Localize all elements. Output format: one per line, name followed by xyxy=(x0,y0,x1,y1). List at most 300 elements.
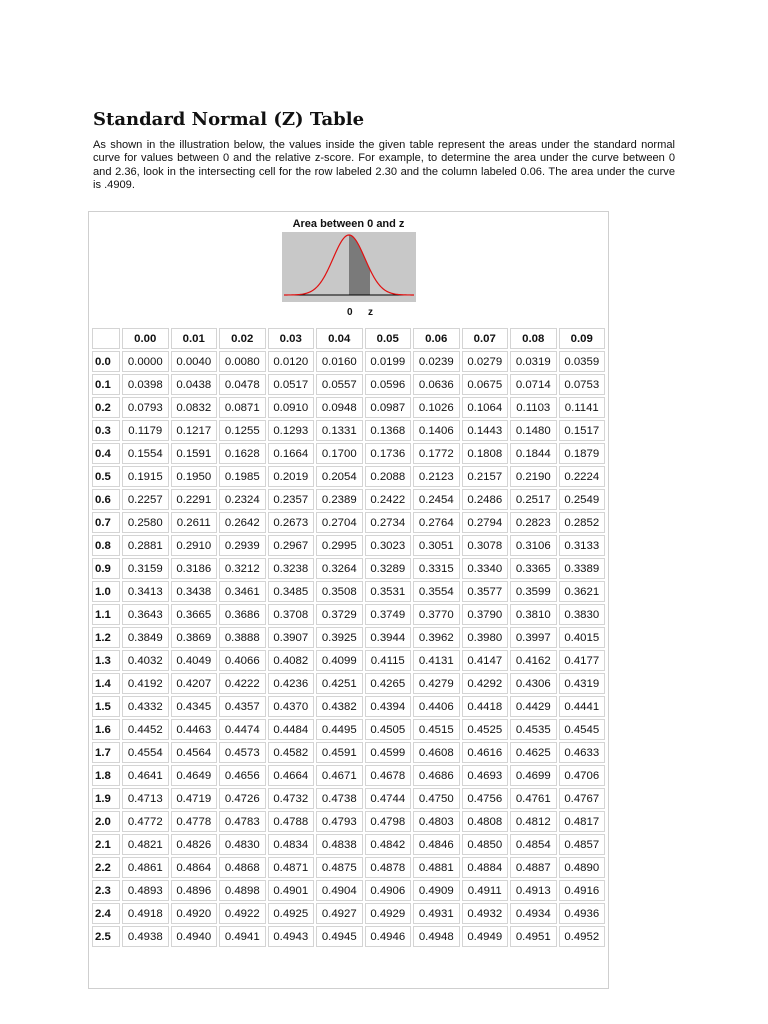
table-row xyxy=(92,489,605,510)
row-header: 1.1 xyxy=(92,604,120,625)
table-cell: 0.2454 xyxy=(413,489,460,510)
table-cell: 0.4922 xyxy=(219,903,266,924)
table-cell: 0.4292 xyxy=(462,673,509,694)
table-cell: 0.0080 xyxy=(219,351,266,372)
table-row xyxy=(92,443,605,464)
table-cell: 0.2422 xyxy=(365,489,412,510)
table-cell: 0.4678 xyxy=(365,765,412,786)
table-cell: 0.4861 xyxy=(122,857,169,878)
table-cell: 0.4793 xyxy=(316,811,363,832)
table-cell: 0.0279 xyxy=(462,351,509,372)
table-cell: 0.4913 xyxy=(510,880,557,901)
table-row xyxy=(92,811,605,832)
table-cell: 0.4505 xyxy=(365,719,412,740)
table-cell: 0.4382 xyxy=(316,696,363,717)
table-cell: 0.4429 xyxy=(510,696,557,717)
table-cell: 0.4131 xyxy=(413,650,460,671)
table-cell: 0.4484 xyxy=(268,719,315,740)
table-cell: 0.4177 xyxy=(559,650,606,671)
table-cell: 0.2517 xyxy=(510,489,557,510)
table-cell: 0.1480 xyxy=(510,420,557,441)
row-header: 1.7 xyxy=(92,742,120,763)
table-cell: 0.4887 xyxy=(510,857,557,878)
table-cell: 0.3997 xyxy=(510,627,557,648)
z-table xyxy=(90,326,607,949)
column-header: 0.06 xyxy=(413,328,460,349)
table-cell: 0.4525 xyxy=(462,719,509,740)
table-cell: 0.4896 xyxy=(171,880,218,901)
table-cell: 0.4452 xyxy=(122,719,169,740)
table-cell: 0.4904 xyxy=(316,880,363,901)
table-cell: 0.1368 xyxy=(365,420,412,441)
table-cell: 0.4906 xyxy=(365,880,412,901)
table-cell: 0.4582 xyxy=(268,742,315,763)
table-cell: 0.0359 xyxy=(559,351,606,372)
table-cell: 0.4893 xyxy=(122,880,169,901)
table-cell: 0.1179 xyxy=(122,420,169,441)
table-cell: 0.3643 xyxy=(122,604,169,625)
table-cell: 0.0517 xyxy=(268,374,315,395)
table-cell: 0.0000 xyxy=(122,351,169,372)
table-cell: 0.2794 xyxy=(462,512,509,533)
table-cell: 0.4719 xyxy=(171,788,218,809)
row-header: 1.4 xyxy=(92,673,120,694)
table-cell: 0.4738 xyxy=(316,788,363,809)
table-cell: 0.4441 xyxy=(559,696,606,717)
table-cell: 0.4946 xyxy=(365,926,412,947)
table-cell: 0.1026 xyxy=(413,397,460,418)
table-cell: 0.1443 xyxy=(462,420,509,441)
table-cell: 0.4418 xyxy=(462,696,509,717)
table-cell: 0.4871 xyxy=(268,857,315,878)
table-cell: 0.4625 xyxy=(510,742,557,763)
row-header: 0.9 xyxy=(92,558,120,579)
column-header: 0.01 xyxy=(171,328,218,349)
table-cell: 0.2019 xyxy=(268,466,315,487)
table-cell: 0.1628 xyxy=(219,443,266,464)
table-cell: 0.3749 xyxy=(365,604,412,625)
table-row xyxy=(92,742,605,763)
table-cell: 0.2734 xyxy=(365,512,412,533)
table-cell: 0.4649 xyxy=(171,765,218,786)
table-cell: 0.1700 xyxy=(316,443,363,464)
table-cell: 0.3413 xyxy=(122,581,169,602)
table-cell: 0.4693 xyxy=(462,765,509,786)
table-row xyxy=(92,374,605,395)
table-cell: 0.4881 xyxy=(413,857,460,878)
table-cell: 0.2257 xyxy=(122,489,169,510)
row-header: 0.2 xyxy=(92,397,120,418)
table-cell: 0.4099 xyxy=(316,650,363,671)
table-cell: 0.4726 xyxy=(219,788,266,809)
table-cell: 0.4927 xyxy=(316,903,363,924)
table-cell: 0.3830 xyxy=(559,604,606,625)
table-cell: 0.1406 xyxy=(413,420,460,441)
table-cell: 0.4850 xyxy=(462,834,509,855)
table-cell: 0.2881 xyxy=(122,535,169,556)
table-cell: 0.3849 xyxy=(122,627,169,648)
table-cell: 0.1064 xyxy=(462,397,509,418)
table-cell: 0.4943 xyxy=(268,926,315,947)
column-header: 0.07 xyxy=(462,328,509,349)
table-cell: 0.4265 xyxy=(365,673,412,694)
table-cell: 0.4345 xyxy=(171,696,218,717)
table-cell: 0.4591 xyxy=(316,742,363,763)
table-cell: 0.3159 xyxy=(122,558,169,579)
table-cell: 0.3106 xyxy=(510,535,557,556)
table-cell: 0.2357 xyxy=(268,489,315,510)
table-cell: 0.4941 xyxy=(219,926,266,947)
table-cell: 0.0438 xyxy=(171,374,218,395)
table-cell: 0.3708 xyxy=(268,604,315,625)
table-cell: 0.4671 xyxy=(316,765,363,786)
table-cell: 0.2291 xyxy=(171,489,218,510)
table-cell: 0.3389 xyxy=(559,558,606,579)
table-row xyxy=(92,627,605,648)
row-header: 0.6 xyxy=(92,489,120,510)
table-cell: 0.4854 xyxy=(510,834,557,855)
table-cell: 0.2486 xyxy=(462,489,509,510)
table-cell: 0.4082 xyxy=(268,650,315,671)
table-cell: 0.2995 xyxy=(316,535,363,556)
table-cell: 0.3051 xyxy=(413,535,460,556)
table-cell: 0.3621 xyxy=(559,581,606,602)
table-cell: 0.1331 xyxy=(316,420,363,441)
column-header: 0.02 xyxy=(219,328,266,349)
column-header: 0.08 xyxy=(510,328,557,349)
table-cell: 0.2673 xyxy=(268,512,315,533)
table-cell: 0.4931 xyxy=(413,903,460,924)
table-cell: 0.0871 xyxy=(219,397,266,418)
table-cell: 0.1808 xyxy=(462,443,509,464)
table-cell: 0.2190 xyxy=(510,466,557,487)
table-cell: 0.2224 xyxy=(559,466,606,487)
table-cell: 0.4949 xyxy=(462,926,509,947)
table-cell: 0.4929 xyxy=(365,903,412,924)
table-cell: 0.0987 xyxy=(365,397,412,418)
table-cell: 0.0557 xyxy=(316,374,363,395)
table-cell: 0.4279 xyxy=(413,673,460,694)
table-cell: 0.1217 xyxy=(171,420,218,441)
page-title: Standard Normal (Z) Table xyxy=(93,109,365,130)
table-cell: 0.4664 xyxy=(268,765,315,786)
table-cell: 0.0596 xyxy=(365,374,412,395)
table-cell: 0.4032 xyxy=(122,650,169,671)
table-cell: 0.2642 xyxy=(219,512,266,533)
row-header: 0.1 xyxy=(92,374,120,395)
table-cell: 0.4909 xyxy=(413,880,460,901)
table-cell: 0.3962 xyxy=(413,627,460,648)
table-cell: 0.3599 xyxy=(510,581,557,602)
table-cell: 0.4826 xyxy=(171,834,218,855)
table-cell: 0.4940 xyxy=(171,926,218,947)
table-cell: 0.4357 xyxy=(219,696,266,717)
table-cell: 0.3485 xyxy=(268,581,315,602)
table-cell: 0.4474 xyxy=(219,719,266,740)
table-row xyxy=(92,581,605,602)
table-cell: 0.4932 xyxy=(462,903,509,924)
column-header: 0.09 xyxy=(559,328,606,349)
table-cell: 0.4207 xyxy=(171,673,218,694)
table-cell: 0.1255 xyxy=(219,420,266,441)
table-cell: 0.4875 xyxy=(316,857,363,878)
table-cell: 0.0636 xyxy=(413,374,460,395)
table-cell: 0.4898 xyxy=(219,880,266,901)
table-cell: 0.4945 xyxy=(316,926,363,947)
table-cell: 0.4699 xyxy=(510,765,557,786)
table-cell: 0.4015 xyxy=(559,627,606,648)
table-cell: 0.0948 xyxy=(316,397,363,418)
table-cell: 0.4788 xyxy=(268,811,315,832)
table-cell: 0.4222 xyxy=(219,673,266,694)
table-row xyxy=(92,512,605,533)
table-row xyxy=(92,558,605,579)
table-cell: 0.4192 xyxy=(122,673,169,694)
row-header: 1.0 xyxy=(92,581,120,602)
table-cell: 0.1103 xyxy=(510,397,557,418)
table-cell: 0.0910 xyxy=(268,397,315,418)
table-row xyxy=(92,604,605,625)
corner-cell xyxy=(92,328,120,349)
table-cell: 0.4554 xyxy=(122,742,169,763)
table-cell: 0.1844 xyxy=(510,443,557,464)
table-cell: 0.4564 xyxy=(171,742,218,763)
table-cell: 0.0160 xyxy=(316,351,363,372)
table-row xyxy=(92,673,605,694)
table-cell: 0.4803 xyxy=(413,811,460,832)
table-cell: 0.3186 xyxy=(171,558,218,579)
table-cell: 0.3023 xyxy=(365,535,412,556)
table-row xyxy=(92,535,605,556)
table-cell: 0.4545 xyxy=(559,719,606,740)
row-header: 0.7 xyxy=(92,512,120,533)
table-cell: 0.2611 xyxy=(171,512,218,533)
table-cell: 0.2939 xyxy=(219,535,266,556)
table-cell: 0.2389 xyxy=(316,489,363,510)
table-cell: 0.4616 xyxy=(462,742,509,763)
table-cell: 0.4838 xyxy=(316,834,363,855)
table-cell: 0.4938 xyxy=(122,926,169,947)
table-cell: 0.4515 xyxy=(413,719,460,740)
table-cell: 0.4878 xyxy=(365,857,412,878)
table-cell: 0.4783 xyxy=(219,811,266,832)
table-cell: 0.1915 xyxy=(122,466,169,487)
row-header: 1.8 xyxy=(92,765,120,786)
row-header: 0.4 xyxy=(92,443,120,464)
table-cell: 0.4951 xyxy=(510,926,557,947)
table-cell: 0.2088 xyxy=(365,466,412,487)
table-cell: 0.2764 xyxy=(413,512,460,533)
table-cell: 0.4406 xyxy=(413,696,460,717)
table-cell: 0.4599 xyxy=(365,742,412,763)
table-cell: 0.4830 xyxy=(219,834,266,855)
table-cell: 0.4798 xyxy=(365,811,412,832)
table-cell: 0.4713 xyxy=(122,788,169,809)
table-cell: 0.1736 xyxy=(365,443,412,464)
table-cell: 0.4641 xyxy=(122,765,169,786)
table-row xyxy=(92,351,605,372)
table-cell: 0.0714 xyxy=(510,374,557,395)
table-cell: 0.4463 xyxy=(171,719,218,740)
row-header: 0.0 xyxy=(92,351,120,372)
table-cell: 0.1985 xyxy=(219,466,266,487)
table-cell: 0.2549 xyxy=(559,489,606,510)
table-cell: 0.4756 xyxy=(462,788,509,809)
table-cell: 0.1772 xyxy=(413,443,460,464)
table-cell: 0.0199 xyxy=(365,351,412,372)
table-cell: 0.3531 xyxy=(365,581,412,602)
table-row xyxy=(92,788,605,809)
table-row xyxy=(92,420,605,441)
table-cell: 0.4936 xyxy=(559,903,606,924)
row-header: 2.0 xyxy=(92,811,120,832)
table-cell: 0.4394 xyxy=(365,696,412,717)
row-header: 1.3 xyxy=(92,650,120,671)
z-table-body xyxy=(92,351,605,947)
row-header: 0.8 xyxy=(92,535,120,556)
normal-curve-figure xyxy=(89,212,608,324)
table-cell: 0.3438 xyxy=(171,581,218,602)
table-row xyxy=(92,696,605,717)
zero-label: 0 xyxy=(347,307,353,318)
table-cell: 0.4236 xyxy=(268,673,315,694)
table-cell: 0.4147 xyxy=(462,650,509,671)
table-cell: 0.4608 xyxy=(413,742,460,763)
row-header: 1.6 xyxy=(92,719,120,740)
table-cell: 0.4834 xyxy=(268,834,315,855)
table-cell: 0.3810 xyxy=(510,604,557,625)
table-cell: 0.4306 xyxy=(510,673,557,694)
table-cell: 0.4916 xyxy=(559,880,606,901)
row-header: 2.4 xyxy=(92,903,120,924)
table-cell: 0.3508 xyxy=(316,581,363,602)
column-header-row xyxy=(92,328,605,349)
table-cell: 0.1554 xyxy=(122,443,169,464)
table-cell: 0.4920 xyxy=(171,903,218,924)
table-cell: 0.0753 xyxy=(559,374,606,395)
table-row xyxy=(92,397,605,418)
table-cell: 0.4772 xyxy=(122,811,169,832)
table-cell: 0.0793 xyxy=(122,397,169,418)
table-cell: 0.4911 xyxy=(462,880,509,901)
table-cell: 0.4686 xyxy=(413,765,460,786)
row-header: 0.3 xyxy=(92,420,120,441)
table-cell: 0.2704 xyxy=(316,512,363,533)
table-cell: 0.3078 xyxy=(462,535,509,556)
table-cell: 0.3686 xyxy=(219,604,266,625)
table-cell: 0.4162 xyxy=(510,650,557,671)
row-header: 2.1 xyxy=(92,834,120,855)
column-header: 0.03 xyxy=(268,328,315,349)
normal-curve-illustration xyxy=(282,232,416,302)
column-header: 0.00 xyxy=(122,328,169,349)
table-cell: 0.4535 xyxy=(510,719,557,740)
table-cell: 0.4732 xyxy=(268,788,315,809)
column-header: 0.04 xyxy=(316,328,363,349)
table-cell: 0.3289 xyxy=(365,558,412,579)
table-cell: 0.2580 xyxy=(122,512,169,533)
figure-caption: Area between 0 and z xyxy=(292,218,405,230)
table-cell: 0.4812 xyxy=(510,811,557,832)
table-cell: 0.3980 xyxy=(462,627,509,648)
table-row xyxy=(92,880,605,901)
table-cell: 0.2967 xyxy=(268,535,315,556)
table-cell: 0.4750 xyxy=(413,788,460,809)
table-cell: 0.3212 xyxy=(219,558,266,579)
table-row xyxy=(92,834,605,855)
table-cell: 0.3944 xyxy=(365,627,412,648)
table-row xyxy=(92,926,605,947)
table-cell: 0.4573 xyxy=(219,742,266,763)
table-cell: 0.3577 xyxy=(462,581,509,602)
table-cell: 0.4821 xyxy=(122,834,169,855)
table-cell: 0.0239 xyxy=(413,351,460,372)
table-cell: 0.1879 xyxy=(559,443,606,464)
table-cell: 0.4761 xyxy=(510,788,557,809)
table-cell: 0.4656 xyxy=(219,765,266,786)
table-cell: 0.3729 xyxy=(316,604,363,625)
table-cell: 0.3365 xyxy=(510,558,557,579)
table-cell: 0.4767 xyxy=(559,788,606,809)
table-cell: 0.0832 xyxy=(171,397,218,418)
table-cell: 0.4925 xyxy=(268,903,315,924)
table-cell: 0.4744 xyxy=(365,788,412,809)
table-row xyxy=(92,719,605,740)
table-cell: 0.4857 xyxy=(559,834,606,855)
table-cell: 0.4332 xyxy=(122,696,169,717)
table-cell: 0.1950 xyxy=(171,466,218,487)
table-cell: 0.3869 xyxy=(171,627,218,648)
row-header: 1.9 xyxy=(92,788,120,809)
row-header: 0.5 xyxy=(92,466,120,487)
table-cell: 0.2852 xyxy=(559,512,606,533)
table-cell: 0.3888 xyxy=(219,627,266,648)
table-cell: 0.4846 xyxy=(413,834,460,855)
row-header: 2.2 xyxy=(92,857,120,878)
table-cell: 0.3665 xyxy=(171,604,218,625)
table-cell: 0.0675 xyxy=(462,374,509,395)
table-cell: 0.0478 xyxy=(219,374,266,395)
table-cell: 0.4890 xyxy=(559,857,606,878)
table-cell: 0.3133 xyxy=(559,535,606,556)
table-cell: 0.4901 xyxy=(268,880,315,901)
table-cell: 0.0120 xyxy=(268,351,315,372)
intro-paragraph: As shown in the illustration below, the values inside the given table represent the areas under the standard normal curve for values between 0 and the relative z-score. For example, to determine the area under the curve between 0 and 2.36, look in the intersecting cell for the row labeled 2.30 and the column labeled 0.06. The area under the curve is .4909. xyxy=(93,139,675,192)
table-cell: 0.4884 xyxy=(462,857,509,878)
table-cell: 0.2157 xyxy=(462,466,509,487)
table-cell: 0.4808 xyxy=(462,811,509,832)
table-cell: 0.0319 xyxy=(510,351,557,372)
table-cell: 0.3340 xyxy=(462,558,509,579)
row-header: 1.5 xyxy=(92,696,120,717)
table-cell: 0.1517 xyxy=(559,420,606,441)
table-row xyxy=(92,903,605,924)
z-table-frame xyxy=(88,211,609,989)
table-row xyxy=(92,650,605,671)
table-cell: 0.4952 xyxy=(559,926,606,947)
table-cell: 0.4706 xyxy=(559,765,606,786)
table-cell: 0.4918 xyxy=(122,903,169,924)
row-header: 2.5 xyxy=(92,926,120,947)
table-cell: 0.4495 xyxy=(316,719,363,740)
table-cell: 0.3461 xyxy=(219,581,266,602)
table-cell: 0.1591 xyxy=(171,443,218,464)
table-row xyxy=(92,466,605,487)
table-cell: 0.4842 xyxy=(365,834,412,855)
table-cell: 0.4115 xyxy=(365,650,412,671)
table-cell: 0.4251 xyxy=(316,673,363,694)
table-cell: 0.4948 xyxy=(413,926,460,947)
